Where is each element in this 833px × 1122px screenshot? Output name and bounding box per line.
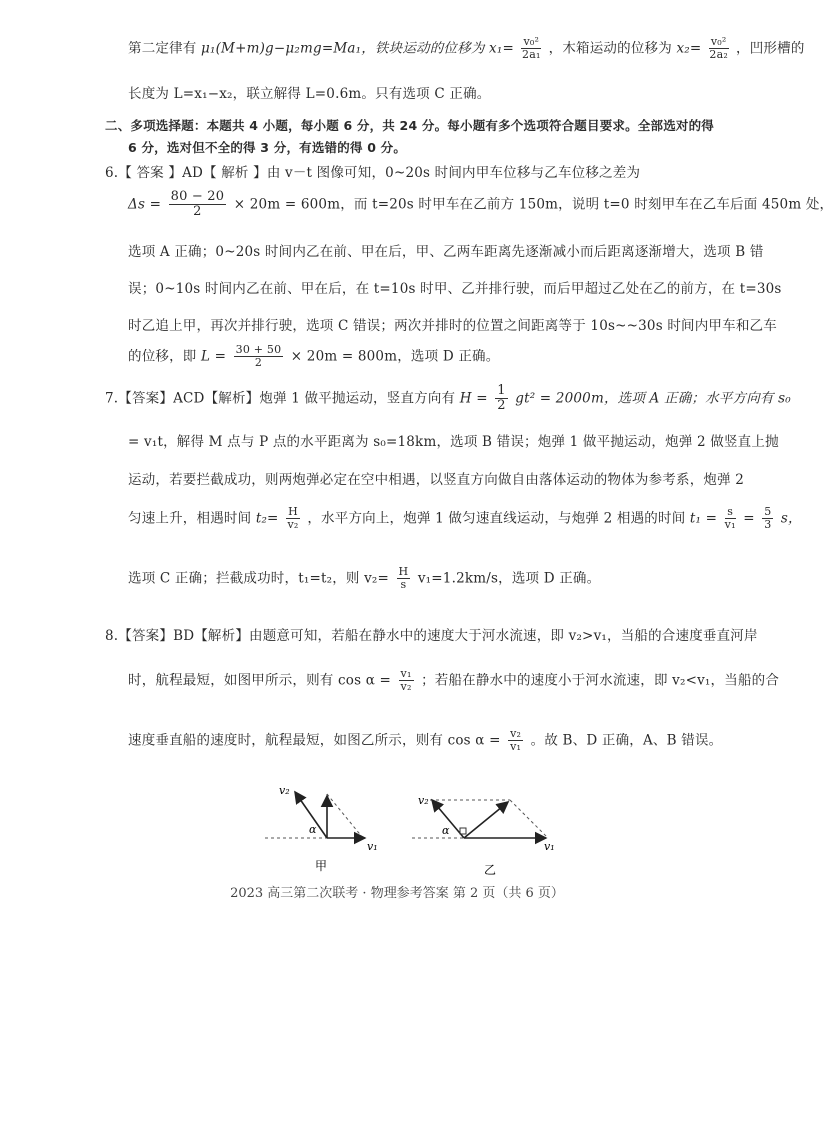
v1-label: v₁ [544, 840, 555, 853]
alpha-label: α [442, 824, 450, 837]
q8-line-2: 时，航程最短，如图甲所示，则有 cos α = $\frac{\text{v₁}}{\text{v₂}}$ ；若船在静水中的速度小于河水流速，即 v₂<v₁，当船的合 [128, 667, 780, 694]
caption: 甲 [315, 859, 328, 873]
q7-line-1: 7.【答案】ACD【解析】炮弹 1 做平抛运动，竖直方向有 H = $\frac{1}{2}$ gt² = 2000m，选项 A 正确；水平方向有 s₀ [105, 383, 791, 414]
fraction: $\frac{80 - 20}{2}$ [170, 189, 225, 220]
fraction: $\frac{\text{v₀²}}{\text{2a₂}}$ [709, 35, 728, 62]
equation: μ₁(M+m)g−μ₂mg=Ma₁，铁块运动的位移为 [201, 40, 485, 57]
text: ，木箱运动的位移为 [548, 40, 672, 57]
fraction: $\frac{H}{s}$ [398, 565, 409, 592]
fraction: $\frac{H}{\text{v₂}}$ [287, 505, 299, 532]
fraction: $\frac{\text{v₁}}{\text{v₂}}$ [400, 667, 412, 694]
p5-line-2: 长度为 L=x₁−x₂，联立解得 L=0.6m。只有选项 C 正确。 [128, 86, 491, 102]
fraction: $\frac{\text{v₀²}}{\text{2a₁}}$ [522, 35, 541, 62]
section-header-line-1: 二、多项选择题：本题共 4 小题，每小题 6 分，共 24 分。每小题有多个选项符合题目要求。全部选对的得 [105, 118, 715, 133]
resultant-arrow [464, 802, 508, 838]
q8-line-3: 速度垂直船的速度时，航程最短，如图乙所示，则有 cos α = $\frac{\text{v₂}}{\text{v₁}}$ 。故 B、D 正确，A、B 错误。 [128, 727, 723, 754]
q7-line-4: 匀速上升，相遇时间 t₂= $\frac{H}{\text{v₂}}$ ，水平方向上，炮弹 1 做匀速直线运动，与炮弹 2 相遇的时间 t₁ = $\frac{s}{\text{v₁}}$ = $\frac{5}{3}$ s， [128, 505, 802, 532]
v2-label: v₂ [279, 784, 290, 797]
caption: 乙 [484, 863, 497, 877]
q6-line-6: 的位移，即 L = $\frac{30 + 50}{2}$ × 20m = 800m，选项 D 正确。 [128, 343, 500, 370]
v1-label: v₁ [367, 840, 378, 853]
alpha-label: α [309, 823, 317, 836]
q6-line-5: 时乙追上甲，再次并排行驶，选项 C 错误；两次并排时的位置之间距离等于 10s~~30s 时间内甲车和乙车 [128, 318, 777, 334]
fraction: $\frac{30 + 50}{2}$ [235, 343, 282, 370]
q6-line-1: 6.【 答案 】AD【 解析 】由 v－t 图像可知，0~20s 时间内甲车位移与乙车位移之差为 [105, 165, 641, 181]
q6-line-4: 误；0~10s 时间内乙在前、甲在后，在 t=10s 时甲、乙并排行驶，而后甲超过乙处在乙的前方，在 t=30s [128, 281, 782, 297]
q7-line-2: = v₁t，解得 M 点与 P 点的水平距离为 s₀=18km，选项 B 错误；炮弹 1 做平抛运动，炮弹 2 做竖直上抛 [128, 434, 779, 450]
fraction: $\frac{s}{\text{v₁}}$ [724, 505, 736, 532]
p5-line-1 [128, 36, 805, 62]
q6-line-2: Δs = $\frac{80 - 20}{2}$ × 20m = 600m，而 t=20s 时甲车在乙前方 150m，说明 t=0 时刻甲车在乙车后面 450m 处， [128, 189, 833, 220]
text: 第二定律有 [128, 40, 197, 57]
section-header-line-2: 6 分，选对但不全的得 3 分，有选错的得 0 分。 [128, 140, 407, 155]
figure-yi [412, 790, 562, 886]
q7-line-5: 选项 C 正确；拦截成功时，t₁=t₂，则 v₂= $\frac{H}{s}$ v₁=1.2km/s，选项 D 正确。 [128, 565, 601, 592]
v2-label: v₂ [418, 794, 429, 807]
fraction: $\frac{1}{2}$ [497, 383, 506, 414]
fraction: $\frac{\text{v₂}}{\text{v₁}}$ [510, 727, 522, 754]
q7-line-3: 运动，若要拦截成功，则两炮弹必定在空中相遇，以竖直方向做自由落体运动的物体为参考系，炮弹 2 [128, 472, 745, 488]
equation: x₁= [489, 40, 514, 57]
q6-line-3: 选项 A 正确；0~20s 时间内乙在前、甲在后，甲、乙两车距离先逐渐减小而后距离逐渐增大，选项 B 错 [128, 244, 764, 260]
fraction: $\frac{5}{3}$ [764, 505, 772, 532]
page-footer: 2023 高三第二次联考 · 物理参考答案 第 2 页（共 6 页） [230, 886, 564, 901]
q8-line-1: 8.【答案】BD【解析】由题意可知，若船在静水中的速度大于河水流速，即 v₂>v₁，当船的合速度垂直河岸 [105, 628, 758, 644]
figure-jia [265, 780, 385, 880]
equation: x₂= [676, 40, 702, 57]
text: ，凹形槽的 [736, 40, 805, 57]
